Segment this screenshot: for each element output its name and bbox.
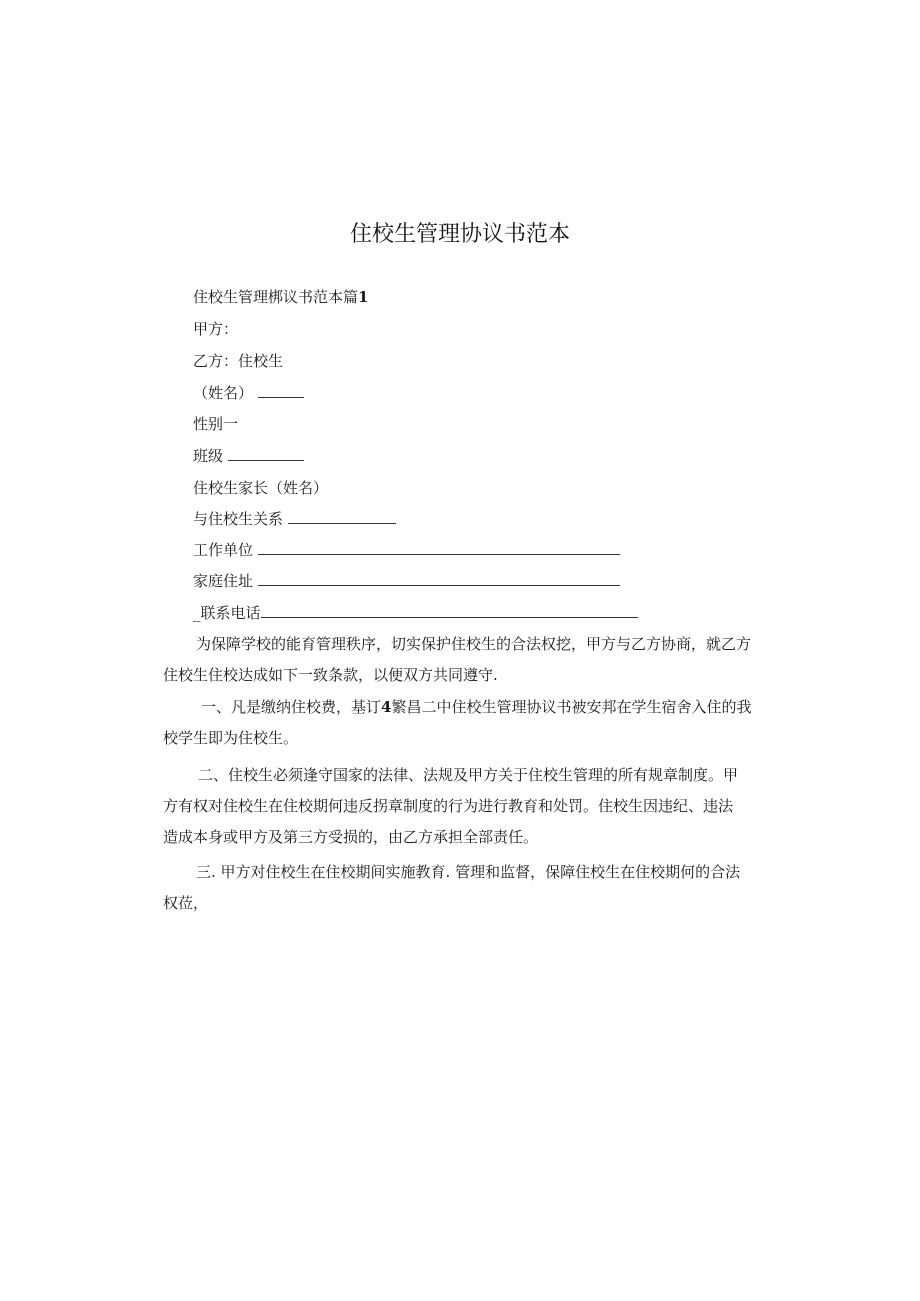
relation-field: [193, 509, 396, 529]
phone-label: _联系电话: [193, 604, 261, 622]
party-a-label: 甲方：: [193, 320, 239, 338]
clause-1-line-2: 校学生即为住校生。: [163, 729, 299, 747]
class-blank: [228, 446, 304, 461]
clause-2-line-3: 造成本身或甲方及第三方受损的，由乙方承担全部责任。: [163, 828, 539, 846]
gender-label: 性别一: [193, 415, 239, 433]
address-label: 家庭住址: [193, 572, 254, 590]
clause-1-bold: 4: [381, 698, 392, 716]
clause-3-line-2: 权莅，: [163, 894, 209, 912]
intro-paragraph: [163, 629, 763, 691]
clause-1-text-a: 一、凡是缴纳住校费，基订: [201, 698, 382, 716]
address-field: [193, 571, 620, 591]
intro-line-1: 为保障学校的能育管理秩序，切实保护住校生的合法权挖，甲方与乙方协商，就乙方: [196, 635, 752, 653]
class-label: 班级: [193, 447, 224, 465]
subtitle: [193, 287, 368, 307]
work-field: [193, 540, 620, 560]
work-label: 工作单位: [193, 541, 254, 559]
parent-label: 住校生家长（姓名）: [193, 479, 329, 497]
subtitle-number: 1: [358, 288, 369, 306]
document-title: 住校生管理协议书范本: [349, 222, 570, 247]
name-label: （姓名）: [193, 384, 254, 402]
phone-blank: [261, 603, 638, 618]
intro-line-2: 住校生住校达成如下一致条款，以便双方共同遵守.: [163, 666, 498, 684]
party-b-label: 乙方：住校生: [193, 352, 284, 370]
class-field: [193, 446, 304, 466]
relation-label: 与住校生关系: [193, 510, 284, 528]
clause-2-line-1: 二、住校生必须逢守国家的法律、法规及甲方关于住校生管理的所有规章制度。甲: [198, 766, 739, 784]
clause-2-line-2: 方有权对住校生在住校期何违反拐章制度的行为进行教育和处罚。住校生因违纪、违法: [163, 797, 734, 815]
address-blank: [258, 571, 620, 586]
name-blank: [258, 383, 304, 398]
clause-3: [163, 857, 763, 919]
phone-field: [193, 603, 638, 623]
clause-2: [163, 760, 763, 853]
clause-1-text-b: 繁昌二中住校生管理协议书被安邦在学生宿舍入住的我: [391, 698, 752, 716]
subtitle-text: 住校生管理梆议书范本篇: [193, 288, 359, 306]
clause-3-line-1: 三. 甲方对住校生在住校期间实施教育. 管理和监督，保障住校生在住校期何的合法: [196, 863, 741, 881]
name-field: [193, 383, 304, 403]
relation-blank: [288, 509, 396, 524]
clause-1-line-1: [163, 692, 763, 723]
work-blank: [258, 540, 620, 555]
clause-1: [163, 692, 763, 754]
